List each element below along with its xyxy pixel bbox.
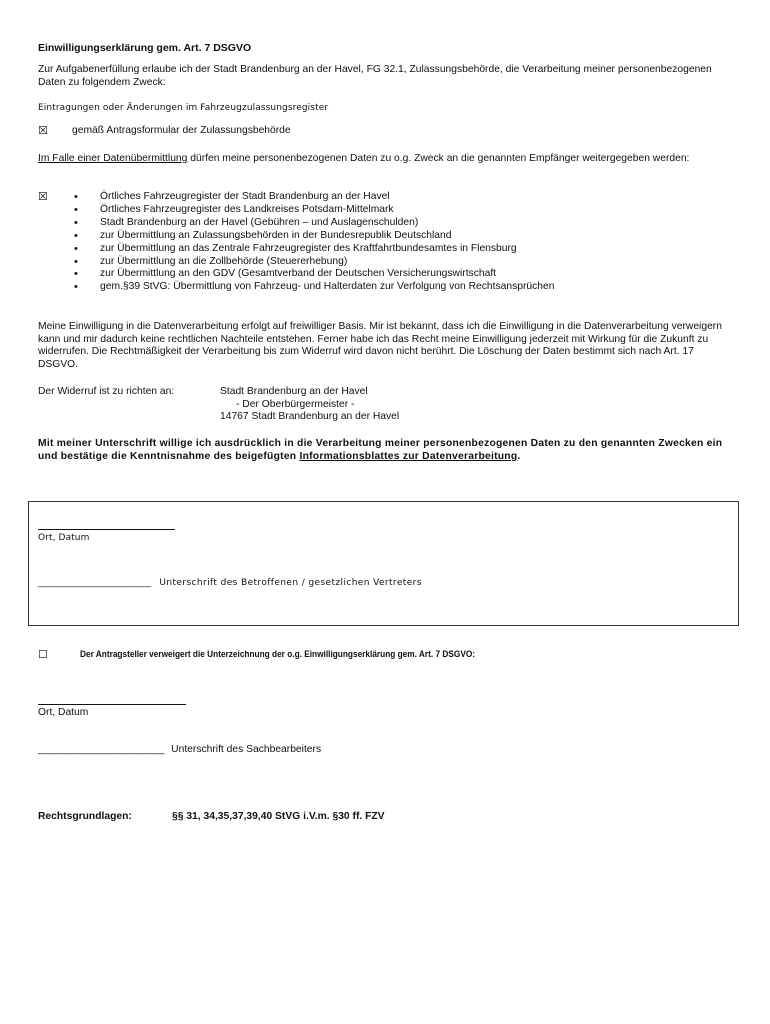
list-item: • zur Übermittlung an die Zollbehörde (Steuererhebung) — [72, 256, 554, 269]
transfer-rest: dürfen meine personenbezogenen Daten zu o.g. Zweck an die genannten Empfänger weitergegeben werden: — [187, 153, 690, 164]
clerk-signature-line: ________________________ — [38, 744, 165, 755]
transfer-paragraph — [38, 153, 733, 166]
transfer-underlined: Im Falle einer Datenübermittlung — [38, 153, 188, 164]
legal-basis-label: Rechtsgrundlagen: — [38, 811, 132, 822]
recipients-checkbox[interactable]: ☒ — [38, 191, 48, 203]
signature-statement — [38, 437, 734, 463]
address-line-3: 14767 Stadt Brandenburg an der Havel — [220, 411, 400, 423]
revocation-address — [220, 386, 399, 424]
clerk-place-date-label: Ort, Datum — [38, 707, 89, 718]
signature-line: ________________________ — [38, 577, 151, 587]
purpose-checkbox[interactable]: ☒ — [38, 125, 48, 137]
address-line-1: Stadt Brandenburg an der Havel — [220, 386, 368, 397]
document-title: Einwilligungserklärung gem. Art. 7 DSGVO — [38, 42, 252, 54]
purpose-heading: Eintragungen oder Änderungen im Fahrzeugzulassungsregister — [38, 103, 329, 113]
purpose-option-label: gemäß Antragsformular der Zulassungsbehörde — [72, 125, 291, 136]
list-item: • Örtliches Fahrzeugregister des Landkreises Potsdam-Mittelmark — [72, 204, 554, 217]
consent-paragraph: Meine Einwilligung in die Datenverarbeitung erfolgt auf freiwilliger Basis. Mir ist bekannt, dass ich die Einwilligung in die Datenverarbeitung verweigern kann und mir dadurch keine rechtlichen Nachteile entstehen. Ferner habe ich das Recht meine Einwilligung jederzeit mit Wirkung für die Zukunft zu widerrufen. Die Rechtmäßigkeit der Verarbeitung bis zum Widerruf wird davon nicht berührt. Die Löschung der Daten bestimmt sich nach Art. 17 DSGVO. — [38, 321, 722, 370]
legal-basis-value: §§ 31, 34,35,37,39,40 StVG i.V.m. §30 ff. FZV — [172, 811, 385, 822]
signature-statement-end: . — [517, 451, 521, 462]
address-line-2: - Der Oberbürgermeister - — [236, 398, 355, 410]
list-item: • zur Übermittlung an Zulassungsbehörden in der Bundesrepublik Deutschland — [72, 230, 554, 243]
clerk-signature-label: Unterschrift des Sachbearbeiters — [171, 744, 322, 755]
revocation-label: Der Widerruf ist zu richten an: — [38, 386, 175, 397]
signature-label: Unterschrift des Betroffenen / gesetzlichen Vertreters — [159, 578, 422, 588]
intro-paragraph: Zur Aufgabenerfüllung erlaube ich der Stadt Brandenburg an der Havel, FG 32.1, Zulassungsbehörde, die Verarbeitung meiner personenbezogenen Daten zu folgendem Zweck: — [38, 64, 712, 88]
refusal-checkbox[interactable]: ☐ — [38, 649, 48, 661]
list-item: • zur Übermittlung an das Zentrale Fahrzeugregister des Kraftfahrtbundesamtes in Flensburg — [72, 243, 554, 256]
clerk-signature-field[interactable] — [38, 744, 321, 755]
signature-box — [28, 501, 739, 626]
place-date-label: Ort, Datum — [38, 533, 90, 543]
refusal-text: Der Antragsteller verweigert die Unterzeichnung der o.g. Einwilligungserklärung gem. Art. 7 DSGVO: — [80, 649, 476, 659]
list-item: • zur Übermittlung an den GDV (Gesamtverband der Deutschen Versicherungswirtschaft — [72, 268, 554, 281]
signature-statement-text: Mit meiner Unterschrift willige ich ausdrücklich in die Verarbeitung meiner personenbezogenen Daten zu den genannten Zwecken ein und bestätige die Kenntnisnahme des beigefügten — [38, 438, 723, 462]
list-item: • Stadt Brandenburg an der Havel (Gebühren – und Auslagenschulden) — [72, 217, 554, 230]
info-sheet-link[interactable]: Informationsblattes zur Datenverarbeitung — [299, 451, 518, 462]
place-date-line[interactable] — [38, 529, 175, 530]
list-item: • gem.§39 StVG: Übermittlung von Fahrzeug- und Halterdaten zur Verfolgung von Rechtsansprüchen — [72, 281, 554, 294]
list-item: • Örtliches Fahrzeugregister der Stadt Brandenburg an der Havel — [72, 191, 554, 204]
clerk-place-date-line[interactable] — [38, 704, 186, 705]
signature-field[interactable] — [38, 572, 422, 590]
recipients-list — [72, 191, 554, 294]
